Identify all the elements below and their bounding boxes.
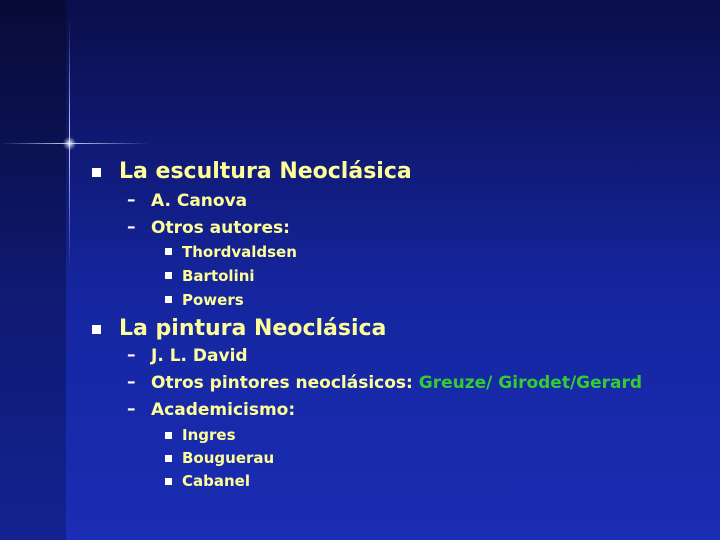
subitem-otros-pintores-label: Otros pintores neoclásicos: [151,373,413,393]
list-item: Ingres [182,426,236,444]
square-bullet-icon [165,272,172,279]
list-item: Bartolini [182,267,255,285]
list-item: Thordvaldsen [182,243,297,261]
subitem-otros-autores: Otros autores: [151,218,290,238]
square-bullet-icon [165,432,172,439]
subitem-academicismo: Academicismo: [151,400,296,420]
heading-pintura: La pintura Neoclásica [119,316,387,341]
sparkle-star-icon [63,137,76,150]
square-bullet-icon [92,325,101,334]
square-bullet-icon [165,296,172,303]
subitem-otros-pintores [151,373,642,393]
square-bullet-icon [165,478,172,485]
dash-bullet: – [127,217,136,237]
square-bullet-icon [92,168,101,177]
square-bullet-icon [165,455,172,462]
dash-bullet: – [127,399,136,419]
dash-bullet: – [127,345,136,365]
list-item: Bouguerau [182,449,275,467]
subitem-david: J. L. David [151,346,248,366]
heading-escultura: La escultura Neoclásica [119,159,412,184]
square-bullet-icon [165,248,172,255]
list-item: Powers [182,291,244,309]
dash-bullet: – [127,372,136,392]
left-band-decoration [0,0,66,540]
list-item: Cabanel [182,472,250,490]
dash-bullet: – [127,190,136,210]
subitem-canova: A. Canova [151,191,248,211]
subitem-otros-pintores-names: Greuze/ Girodet/Gerard [412,373,643,393]
